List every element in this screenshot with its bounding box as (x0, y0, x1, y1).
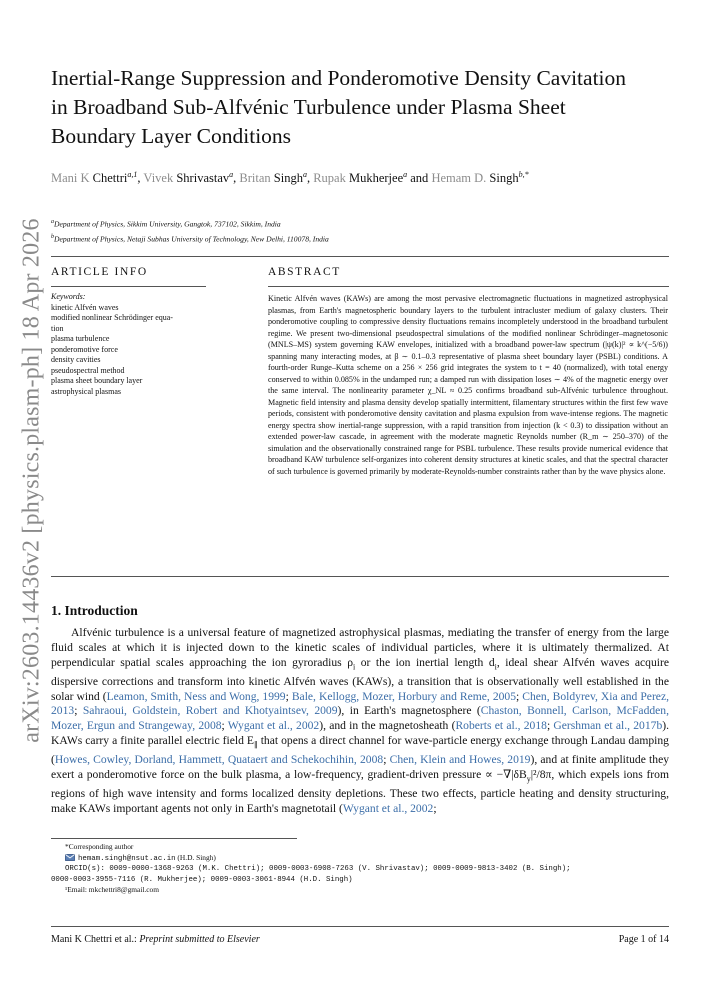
author (431, 171, 528, 185)
page-number: Page 1 of 14 (618, 934, 669, 945)
author-separator: , (306, 171, 314, 186)
page-footer (51, 934, 669, 945)
author-family-name: Shrivastav (176, 171, 230, 186)
affiliation-text: Department of Physics, Netaji Subhas University of Technology, New Delhi, 110078, India (54, 234, 329, 244)
intro-paragraph (51, 626, 669, 817)
footnote-divider (51, 838, 297, 839)
divider (51, 576, 669, 577)
intro-text: ), in Earth's magnetosphere ( (337, 704, 481, 718)
affiliation (51, 231, 329, 246)
author (313, 171, 431, 185)
intro-text: ; (546, 719, 554, 733)
divider (268, 286, 669, 287)
author-affil-mark: a (302, 170, 307, 179)
email-address[interactable]: hemam.singh@nsut.ac.in (78, 854, 176, 863)
citation-link[interactable]: Wygant et al., 2002 (227, 719, 320, 733)
keyword: plasma turbulence (51, 334, 110, 343)
author-affil-mark: a,1 (127, 170, 138, 179)
footer-divider (51, 926, 669, 927)
citation-link[interactable]: Howes, Cowley, Dorland, Hammett, Quataert and Schekochihin, 2008 (54, 753, 384, 766)
abstract-text: Kinetic Alfvén waves (KAWs) are among the most pervasive electromagnetic fluctuations in magnetized astrophysical plasmas, from Earth's magnetospheric boundary layers to the turbulent intracluster medium of galaxy clusters. Their ponderomotive coupling to compressive density fluctuations remains incompletely understood in the broadband turbulent regime. We present two-dimensional pseudospectral simulations of the modified nonlinear Schrödinger–magnetosonic (MNLS–MS) system governing KAW envelopes, initialized with a broadband power-law spectrum (|ψ(k)|² ∝ k^(−5/6)) spanning many interacting modes, at β ∼ 0.1–0.3 representative of plasma sheet boundary layer (PSBL) conditions. A fourth-order Runge–Kutta scheme on a 256 × 256 grid integrates the system to t = 40 (normalized), with total energy conserved to within 0.085% in the undamped run; a damped run with dissipation loses ∼ 4% of the magnetic energy over the same interval. The nonlinearity parameter χ_NL ≈ 0.25 confirms broadband sub-Alfvénic turbulence throughout. Magnetic field intensity and plasma density develop spatially intermittent, filamentary structures within the first few wave periods, consistent with ponderomotive density cavitation and plasma expulsion from wave-intense regions. The magnetic energy spectra show inertial-range suppression, with a rapid transition from injection (k < 0.3) to dissipation without an extended power-law cascade, in agreement with the moderate magnetic Reynolds number (R_m ∼ 250–370) of the simulation and the observationally constrained range for PSBL turbulence. These results provide numerical evidence that broadband KAW turbulence self-organizes into coherent density structures at kinetic scales, and that the spectral character of such turbulence is governed primarily by moderate-Reynolds-number constraints rather than by the wave physics alone. (268, 294, 668, 476)
footer-journal: Preprint submitted to Elsevier (139, 934, 260, 945)
article-info-heading: ARTICLE INFO (51, 266, 148, 278)
affiliation-text: Department of Physics, Sikkim University, Gangtok, 737102, Sikkim, India (54, 219, 281, 229)
author (143, 171, 239, 185)
arxiv-stamp-text: arXiv:2603.14436v2 [physics.plasm-ph] 18 Apr 2026 (18, 217, 45, 743)
intro-text: that opens a direct channel for wave-particle energy exchange through Landau damping ( (51, 733, 669, 766)
intro-text: ; (221, 719, 228, 733)
citation-link[interactable]: Sahraoui, Goldstein, Robert and Khotyaintsev, 2009 (82, 704, 338, 718)
divider (51, 286, 206, 287)
keyword: astrophysical plasmas (51, 386, 121, 396)
intro-text: |²/8π, which expels ions from regions of high wave intensity and forms localized density depletions. These two effects, particle heating and density structuring, make KAWs important agents not only in Earth's magnetotail ( (51, 767, 669, 815)
intro-text: ; (433, 801, 437, 815)
intro-text: ; (516, 689, 523, 703)
paper-title (51, 64, 681, 151)
subscript: i (353, 661, 356, 671)
citation-link[interactable]: Bale, Kellogg, Mozer, Horbury and Reme, 2005 (291, 689, 517, 703)
corresponding-note: *Corresponding author (65, 842, 134, 851)
keyword: ponderomotive force (51, 344, 118, 354)
citation-link[interactable]: Chaston, Bonnell, Carlson, McFadden, Mozer, Ergun and Strangeway, 2008 (51, 704, 670, 733)
keyword: modified nonlinear Schrödinger equa- (51, 313, 173, 322)
keyword: density cavities (51, 355, 101, 364)
title-line: in Broadband Sub-Alfvénic Turbulence under Plasma Sheet (51, 95, 566, 119)
email-owner: (H.D. Singh) (175, 852, 216, 862)
citation-link[interactable]: Roberts et al., 2018 (455, 719, 547, 733)
citation-link[interactable]: Gershman et al., 2017b (553, 719, 663, 733)
keyword: kinetic Alfvén waves (51, 302, 119, 312)
author-family-name: Chettri (92, 171, 128, 186)
author (239, 171, 313, 185)
intro-text: , ideal shear Alfvén waves acquire dispersive corrections and transform into kinetic Alfvén waves (KAWs), a transition that is observationally well established in the solar wind ( (51, 655, 670, 703)
intro-text: ), and in the magnetosheath ( (319, 719, 456, 733)
subscript: y (526, 774, 531, 784)
intro-text: ; (74, 704, 83, 718)
subscript: i (494, 661, 497, 671)
envelope-icon (65, 854, 75, 861)
email-footnote: ¹Email: mkchettri8@gmail.com (65, 885, 159, 894)
citation-link[interactable]: Leamon, Smith, Ness and Wong, 1999 (106, 689, 286, 703)
author-affil-mark: a (229, 170, 234, 179)
author-given-name: Rupak (313, 171, 346, 186)
author-family-name: Singh (273, 171, 303, 186)
keyword: tion (51, 323, 64, 333)
intro-text: Alfvénic turbulence is a universal feature of magnetized astrophysical plasmas, mediating the transfer of energy from the large fluid scales at which it is injected down to the kinetic scales of individual particles, where it is ultimately thermalized. At perpendicular spatial scales approaching the ion gyroradius ρ (51, 626, 669, 669)
divider (51, 256, 669, 257)
section-heading: 1. Introduction (51, 603, 138, 618)
subscript: ∥ (253, 740, 258, 750)
abstract-heading: ABSTRACT (268, 266, 341, 278)
title-line: Boundary Layer Conditions (51, 124, 292, 148)
author-affil-mark: a (403, 170, 408, 179)
author-affil-mark: b,* (518, 170, 529, 179)
affiliations (51, 216, 329, 245)
affiliation-mark: a (51, 219, 54, 225)
author-given-name: Mani K (51, 171, 90, 186)
author-given-name: Vivek (143, 171, 174, 186)
footnotes (51, 842, 671, 896)
author-separator: and (407, 171, 432, 186)
citation-link[interactable]: Chen, Klein and Howes, 2019 (389, 753, 531, 766)
author-family-name: Mukherjee (348, 171, 404, 186)
footer-authors: Mani K Chettri et al.: (51, 934, 140, 945)
orcid-line: 0000-0003-3955-7116 (R. Mukherjee); 0009-0003-3061-8944 (H.D. Singh) (51, 875, 353, 884)
author-separator: , (233, 171, 240, 186)
author-list (51, 166, 671, 187)
author-separator: , (137, 171, 144, 186)
affiliation-mark: b (51, 233, 54, 240)
intro-text: ), and at finite amplitude they exert a ponderomotive force on the bulk plasma, a low-frequency, gradient-driven pressure ∝ −∇|δB (51, 753, 670, 781)
intro-text: ; (285, 689, 292, 703)
author-given-name: Britan (239, 171, 271, 186)
citation-link[interactable]: Chen, Boldyrev, Xia and Perez, 2013 (51, 689, 669, 718)
keyword: pseudospectral method (51, 365, 125, 375)
keyword: plasma sheet boundary layer (51, 376, 143, 385)
author-given-name: Hemam D. (431, 171, 487, 186)
orcid-line: ORCID(s): 0009-0000-1368-9263 (M.K. Chettri); 0009-0003-6908-7263 (V. Shrivastav); 0009-0009-9813-3402 (B. Singh); (65, 865, 571, 873)
author-family-name: Singh (489, 171, 519, 186)
affiliation (51, 216, 329, 231)
intro-text: ). KAWs carry a finite parallel electric field E (51, 719, 670, 747)
keywords-block (51, 292, 206, 397)
keywords-label: Keywords: (51, 292, 86, 301)
citation-link[interactable]: Wygant et al., 2002 (342, 801, 434, 815)
author (51, 171, 143, 185)
email-line (51, 853, 671, 865)
intro-text: or the ion inertial length d (355, 655, 495, 669)
title-line: Inertial-Range Suppression and Ponderomotive Density Cavitation (51, 66, 627, 90)
intro-text: ; (383, 753, 390, 766)
